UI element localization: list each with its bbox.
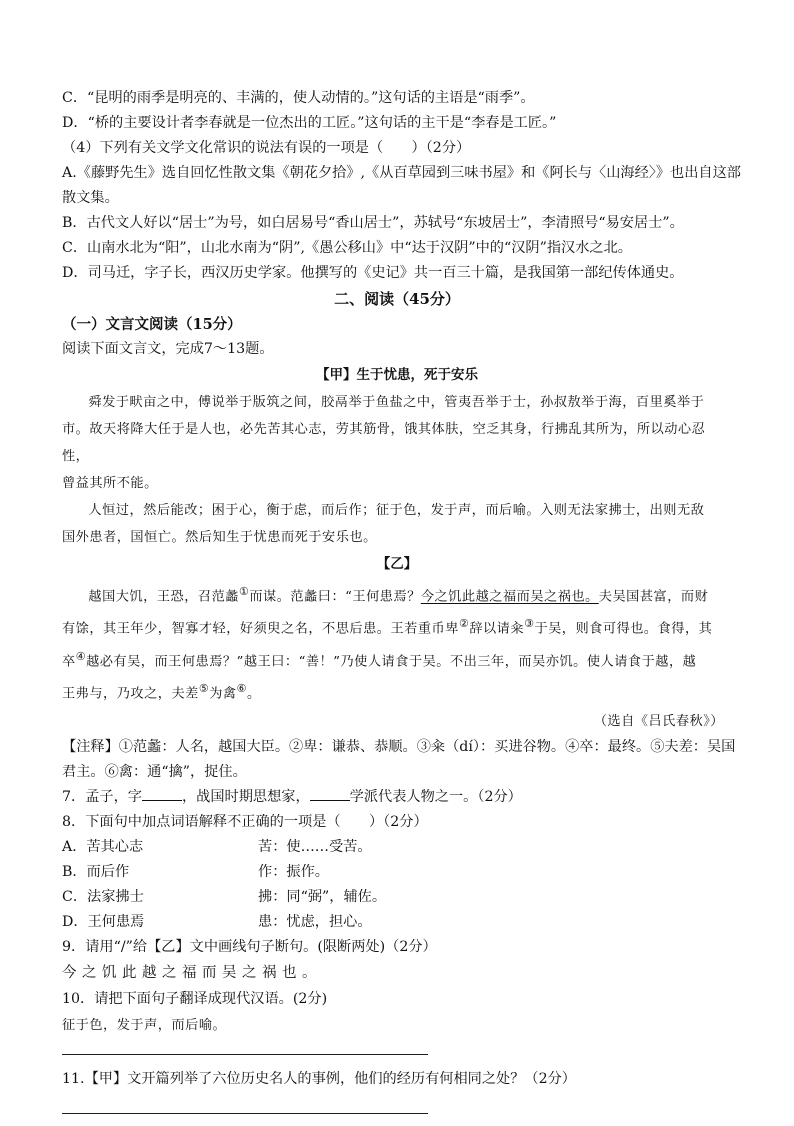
passage-jia-p2-line2: 国外患者，国恒亡。然后知生于忧患而死于安乐也。 [62, 530, 377, 545]
note-marker: ⑤ [198, 682, 210, 696]
yi-text: 而谋。范蠡曰：“王何患焉？ [249, 589, 421, 605]
q4-option-b: B．古代文人好以“居士”为号，如白居易号“香山居士”，苏轼号“东坡居士”，李清照号“易安居士”。 [62, 215, 684, 231]
yi-text: 越国大饥，王恐，召范蠡 [88, 589, 239, 605]
passage-jia-p1-line3: 曾益其所不能。 [62, 476, 158, 491]
yi-text: 夫吴国甚富，而财 [598, 589, 709, 605]
q10-answer-line[interactable] [62, 1053, 428, 1055]
q4-option-a-line1: A.《藤野先生》选自回忆性散文集《朝花夕拾》,《从百草园到三味书屋》和《阿长与〈山海经〉》也出自这部 [62, 165, 741, 181]
underlined-sentence: 今之饥此越之福而吴之祸也。 [420, 589, 599, 605]
note-marker: ⑥ [236, 682, 247, 696]
passage-yi-line1 [62, 578, 732, 610]
q8-option-a[interactable] [62, 835, 732, 860]
q4-stem: （4）下列有关文学文化常识的说法有误的一项是（ ）（2分） [62, 140, 471, 156]
q3-option-c: C．“昆明的雨季是明亮的、丰满的，使人动情的。”这句话的主语是“雨季”。 [62, 90, 535, 106]
passage-source: （选自《吕氏春秋》） [593, 713, 724, 729]
q8-option-c-meaning: 拂：同“弼”，辅佐。 [258, 888, 387, 905]
yi-text: 于吴，则食可得也。食得，其 [534, 621, 713, 637]
q9-stem: 9．请用“/”给【乙】文中画线句子断句。(限断两处)（2分） [62, 938, 437, 955]
q8-stem: 8．下面句中加点词语解释不正确的一项是（ ）（2分） [62, 813, 428, 830]
q8-option-b-word: B．而后作 [62, 863, 130, 880]
q9-sentence[interactable]: 今之饥此越之福而吴之祸也。 [62, 964, 322, 981]
passage-jia-title: 【甲】生于忧患，死于安乐 [316, 367, 478, 383]
q7-text: 学派代表人物之一。（2分） [349, 788, 522, 805]
yi-text: 有馀，其王年少，智寡才轻，好须臾之名，不思后患。王若重币卑 [62, 621, 459, 637]
yi-text: 王弗与，乃攻之，夫差 [62, 686, 199, 702]
q10-stem: 10．请把下面句子翻译成现代汉语。(2分) [62, 990, 328, 1007]
reading-instruction: 阅读下面文言文，完成7～13题。 [62, 341, 274, 357]
passage-yi-title: 【乙】 [376, 556, 418, 572]
passage-jia-p2-line1: 人恒过，然后能改；困于心，衡于虑，而后作；征于色，发于声，而后喻。入则无法家拂士，出则无敌 [88, 503, 705, 518]
q8-option-b-meaning: 作：振作。 [258, 863, 329, 880]
note-marker: ④ [75, 649, 87, 663]
yi-text: 为禽 [209, 686, 237, 702]
q8-option-a-word: A．苦其心志 [62, 838, 144, 855]
passage-jia-p1-line2: 市。故天将降大任于是人也，必先苦其心志，劳其筋骨，饿其体肤，空乏其身，行拂乱其所为，所以动心忍性， [62, 422, 706, 464]
q3-option-d: D．“桥的主要设计者李春就是一位杰出的工匠。”这句话的主干是“李春是工匠。” [62, 115, 557, 131]
q11-answer-line[interactable] [62, 1112, 428, 1114]
section-title: 二、阅读（45分） [334, 290, 460, 308]
q7-text: 7．孟子，字 [62, 788, 142, 805]
subsection-title: （一）文言文阅读（15分） [62, 316, 242, 333]
q8-option-d-meaning: 患：忧虑，担心。 [258, 913, 372, 930]
note-marker: ② [458, 617, 470, 631]
note-marker: ③ [524, 617, 535, 631]
q11-stem: 11.【甲】文开篇列举了六位历史名人的事例，他们的经历有何相同之处？（2分） [62, 1070, 576, 1087]
yi-text: 辞以请籴 [469, 621, 525, 637]
q7 [62, 785, 732, 810]
passage-yi-line2 [62, 610, 732, 642]
q10-sentence: 征于色，发于声，而后喻。 [62, 1017, 227, 1033]
yi-text: 越必有吴，而王何患焉？”越王曰：“善！”乃使人请食于吴。不出三年，而吴亦饥。使人请食于越，越 [86, 654, 697, 670]
q7-blank-1[interactable] [142, 786, 182, 801]
q8-option-c[interactable] [62, 885, 732, 910]
annotations-line2: 君主。⑥禽：通“擒”，捉住。 [62, 763, 247, 780]
passage-yi-line3 [62, 643, 732, 675]
note-marker: ① [238, 585, 250, 598]
yi-text: 卒 [62, 654, 76, 670]
exam-page [62, 86, 741, 1126]
yi-text: 。 [247, 686, 261, 702]
q4-option-a-line2: 散文集。 [62, 190, 119, 206]
q8-option-c-word: C．法家拂士 [62, 888, 144, 905]
passage-yi-line4 [62, 675, 732, 707]
q8-option-a-meaning: 苦：使……受苦。 [258, 838, 372, 855]
annotations-line1: 【注释】①范蠡：人名，越国大臣。②卑：谦恭、恭顺。③籴（dí）：买进谷物。④卒：最终。⑤夫差：吴国 [62, 738, 736, 755]
q8-option-d[interactable] [62, 910, 732, 935]
passage-jia-p1-line1: 舜发于畎亩之中，傅说举于版筑之间，胶鬲举于鱼盐之中，管夷吾举于士，孙叔敖举于海，百里奚举于 [88, 395, 705, 410]
q4-option-d: D．司马迁，字子长，西汉历史学家。他撰写的《史记》共一百三十篇，是我国第一部纪传体通史。 [62, 265, 684, 281]
q8-option-b[interactable] [62, 860, 732, 885]
q7-blank-2[interactable] [310, 786, 350, 801]
q4-option-c: C．山南水北为“阳”，山北水南为“阴”,《愚公移山》中“达于汉阴”中的“汉阴”指汉水之北。 [62, 240, 632, 256]
q8-option-d-word: D．王何患焉 [62, 913, 145, 930]
q7-text: ，战国时期思想家， [181, 788, 310, 805]
